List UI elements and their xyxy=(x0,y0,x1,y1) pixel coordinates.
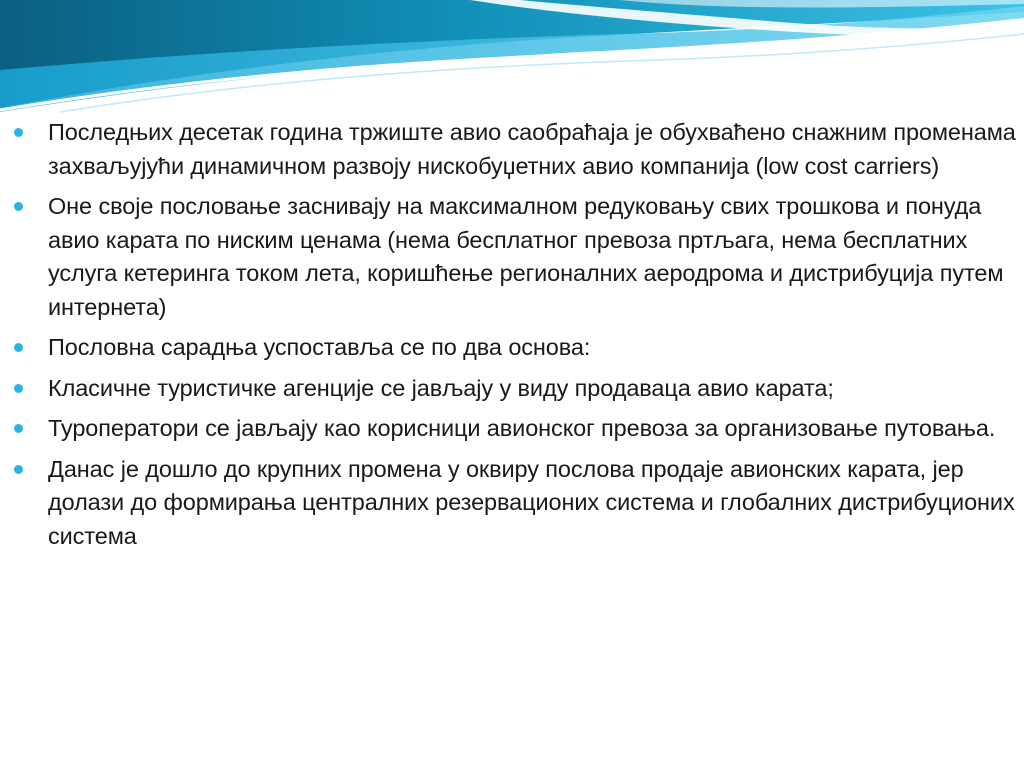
bullet-item xyxy=(14,331,1020,365)
bullet-dot-icon xyxy=(14,128,23,137)
bullet-text: Пословна сарадња успоставља се по два основа: xyxy=(48,334,591,360)
bullet-text: Туроператори се јављају као корисници авионског превоза за организовање путовања. xyxy=(48,415,996,441)
bullet-dot-icon xyxy=(14,424,23,433)
bullet-text: Данас је дошло до крупних промена у оквиру послова продаје авионских карата, јер долази до формирања централних резервационих система и глобалних дистрибуционих система xyxy=(48,455,1015,549)
bullet-item xyxy=(14,412,1020,446)
slide-content xyxy=(14,116,1020,560)
bullet-dot-icon xyxy=(14,343,23,352)
bullet-list xyxy=(14,116,1020,553)
bullet-dot-icon xyxy=(14,202,23,211)
bullet-item xyxy=(14,453,1020,554)
bullet-item xyxy=(14,190,1020,324)
bullet-dot-icon xyxy=(14,384,23,393)
header-wave-decoration xyxy=(0,0,1024,130)
bullet-dot-icon xyxy=(14,465,23,474)
bullet-text: Класичне туристичке агенције се јављају у виду продаваца авио карата; xyxy=(48,374,834,401)
bullet-text: Последњих десетак година тржиште авио саобраћаја је обухваћено снажним променама захваљујући динамичном развоју нискобуџетних авио компанија (low cost carriers) xyxy=(48,119,1016,179)
bullet-item xyxy=(14,116,1020,183)
bullet-item xyxy=(14,372,1020,406)
bullet-text: Оне своје пословање заснивају на максималном редуковању свих трошкова и понуда авио карата по ниским ценама (нема бесплатног превоза пртљага, нема бесплатних услуга кетеринга током лета, коришћење регионалних аеродрома и дистрибуција путем интернета) xyxy=(48,193,1004,320)
